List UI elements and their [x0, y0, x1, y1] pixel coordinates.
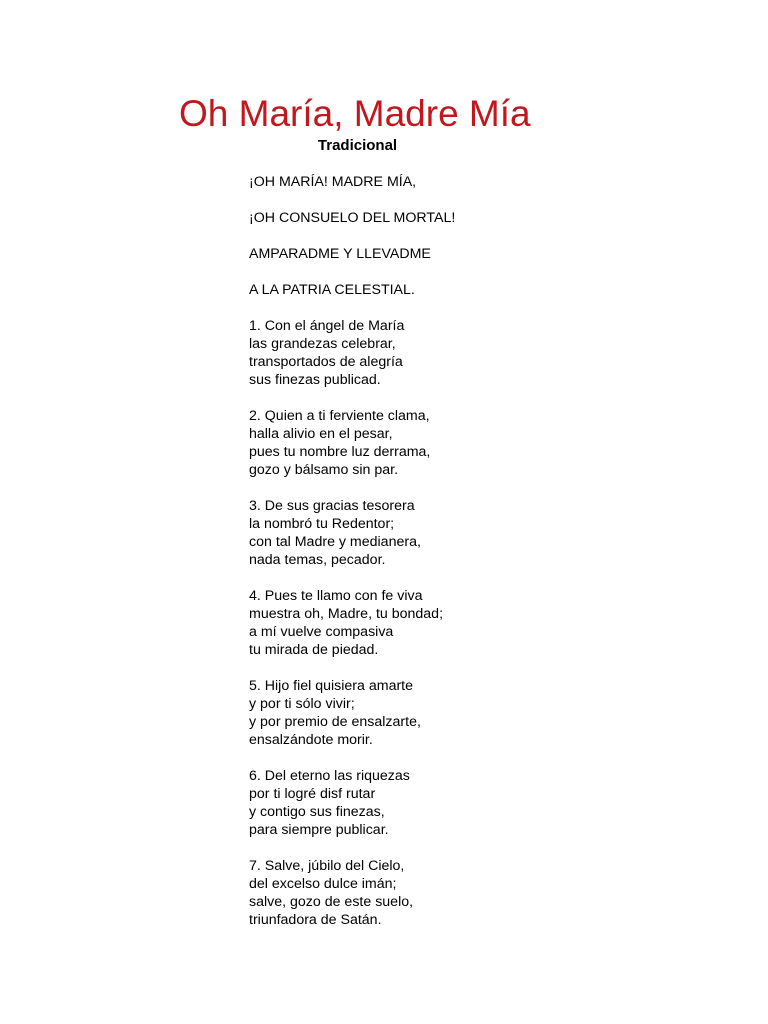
verse-line: la nombró tu Redentor; — [249, 516, 395, 532]
verse-line: gozo y bálsamo sin par. — [249, 462, 399, 478]
stanza-2 — [249, 407, 649, 479]
subtitle: Tradicional — [317, 137, 398, 154]
chorus-line: A LA PATRIA CELESTIAL. — [249, 282, 415, 298]
verse-line: halla alivio en el pesar, — [249, 426, 393, 442]
verse-line: 2. Quien a ti ferviente clama, — [249, 408, 430, 424]
stanza-7 — [249, 857, 649, 929]
verse-line: ensalzándote morir. — [249, 732, 373, 748]
verse-line: a mí vuelve compasiva — [249, 624, 394, 640]
verse-line: 3. De sus gracias tesorera — [249, 498, 415, 514]
verse-line: pues tu nombre luz derrama, — [249, 444, 431, 460]
verse-line: 5. Hijo fiel quisiera amarte — [249, 678, 414, 694]
stanza-4 — [249, 587, 649, 659]
stanza-1 — [249, 317, 649, 389]
verse-line: transportados de alegría — [249, 354, 403, 370]
verse-line: 1. Con el ángel de María — [249, 318, 405, 334]
verse-line: para siempre publicar. — [249, 822, 389, 838]
stanza-6 — [249, 767, 649, 839]
verse-line: con tal Madre y medianera, — [249, 534, 421, 550]
verse-line: y contigo sus finezas, — [249, 804, 385, 820]
page-title: Oh María, Madre Mía — [179, 93, 531, 134]
verse-line: 4. Pues te llamo con fe viva — [249, 588, 423, 604]
verse-line: sus finezas publicad. — [249, 372, 381, 388]
verse-line: y por premio de ensalzarte, — [249, 714, 421, 730]
chorus — [249, 173, 649, 299]
chorus-line: ¡OH MARÍA! MADRE MÍA, — [249, 174, 417, 190]
stanza-3 — [249, 497, 649, 569]
chorus-line: AMPARADME Y LLEVADME — [249, 246, 431, 262]
verse-line: por ti logré disf rutar — [249, 786, 376, 802]
verse-line: nada temas, pecador. — [249, 552, 386, 568]
verse-line: tu mirada de piedad. — [249, 642, 379, 658]
verse-line: 6. Del eterno las riquezas — [249, 768, 410, 784]
chorus-line: ¡OH CONSUELO DEL MORTAL! — [249, 210, 456, 226]
verse-line: muestra oh, Madre, tu bondad; — [249, 606, 444, 622]
verse-line: las grandezas celebrar, — [249, 336, 396, 352]
verse-line: y por ti sólo vivir; — [249, 696, 355, 712]
stanza-5 — [249, 677, 649, 749]
poem-body — [249, 173, 649, 929]
verse-line: 7. Salve, júbilo del Cielo, — [249, 858, 405, 874]
verse-line: del excelso dulce imán; — [249, 876, 397, 892]
verse-line: salve, gozo de este suelo, — [249, 894, 414, 910]
verse-line: triunfadora de Satán. — [249, 912, 382, 928]
